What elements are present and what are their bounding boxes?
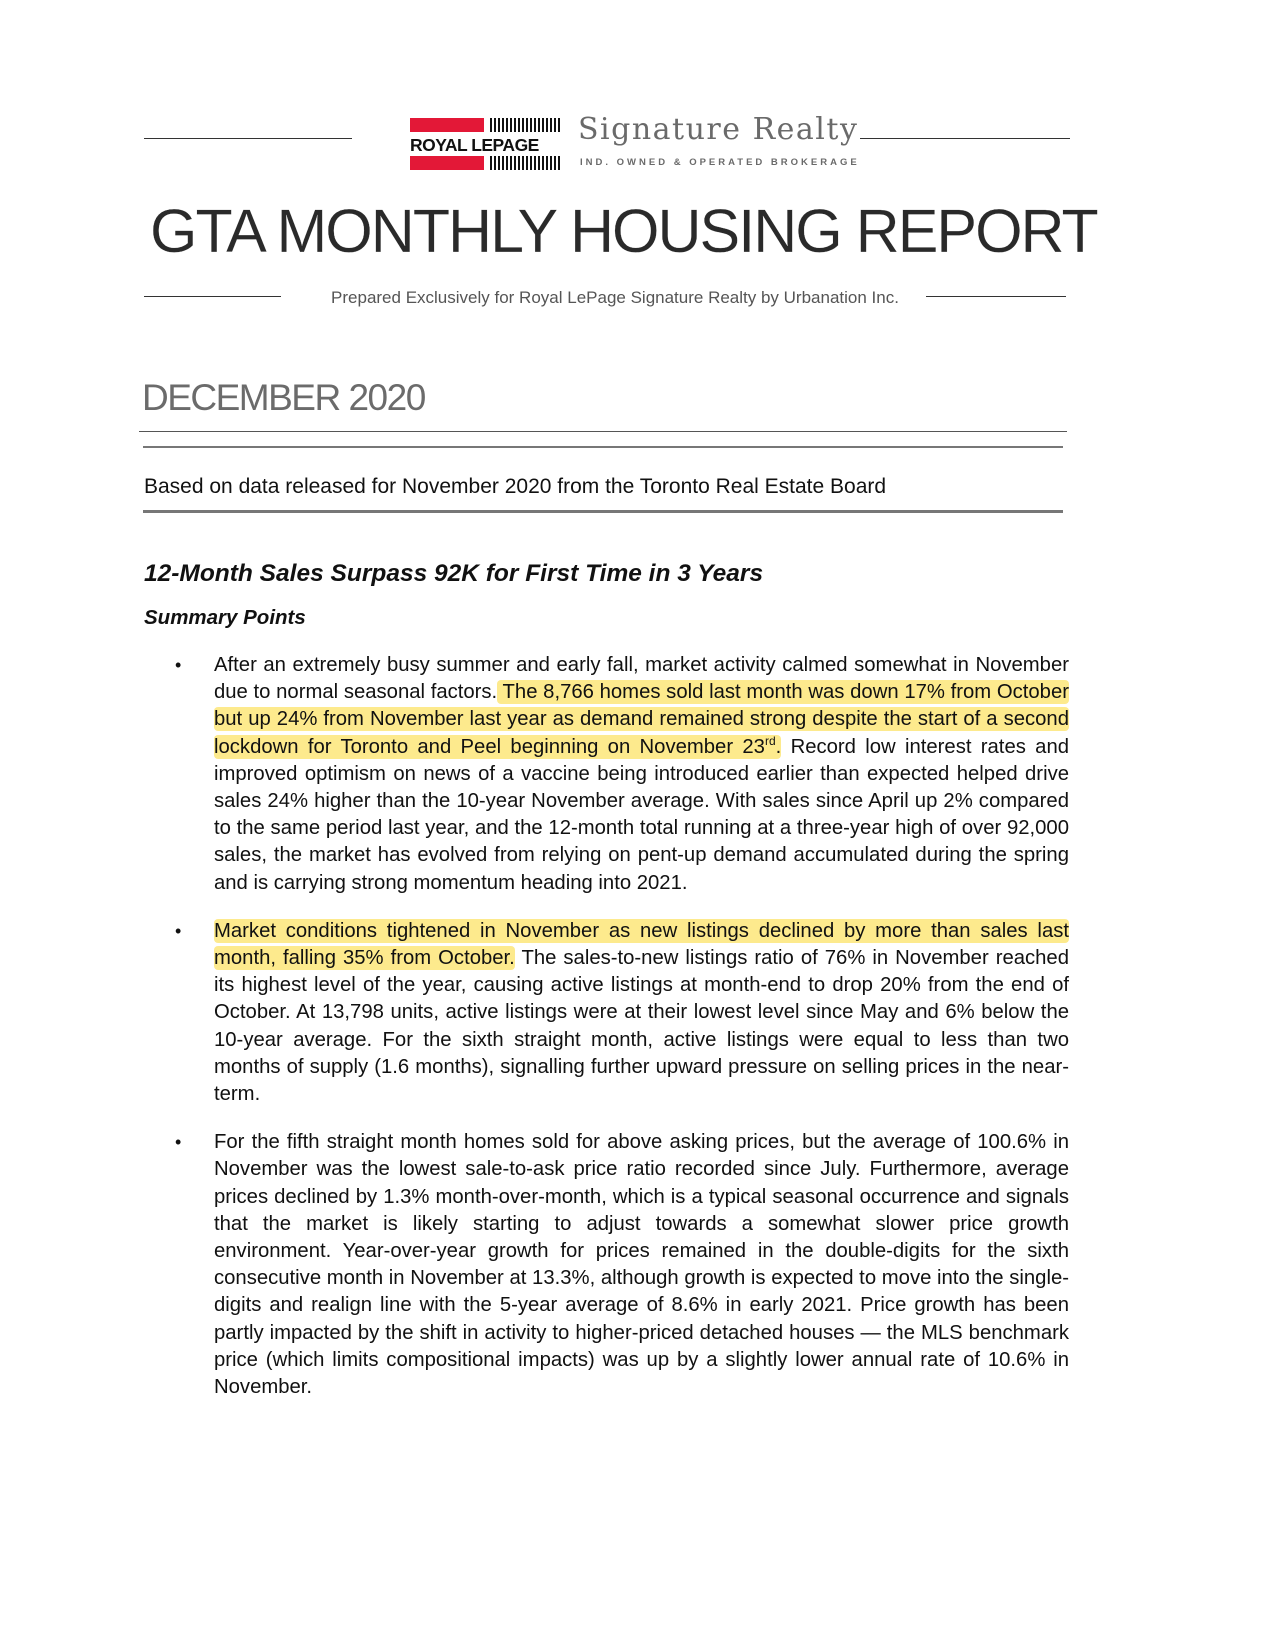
prepared-rule-left [144,296,281,297]
header-rule-right [860,138,1070,139]
logo-red-bar-top [410,118,484,132]
bullet-text: For the fifth straight month homes sold for above asking prices, but the average of 100.6% in November was the lowest sale-to-ask price ratio recorded since July. Furthermore, average prices declined by 1.3% month-over-month, which is a typical seasonal occurrence and signals that the market is likely starting to adjust towards a somewhat slower price growth environment. Year-over-year growth for prices remained in the double-digits for the sixth consecutive month in November at 13.3%, although growth is expected to move into the single-digits and realign line with the 5-year average of 8.6% in early 2021. Price growth has been partly impacted by the shift in activity to higher-priced detached houses — the MLS benchmark price (which limits compositional impacts) was up by a slightly lower annual rate of 10.6% in November. [214,1131,1069,1399]
logo-red-bar-bottom [410,156,484,170]
data-source-note: Based on data released for November 2020 from the Toronto Real Estate Board [144,475,887,498]
prepared-by: Prepared Exclusively for Royal LePage Signature Realty by Urbanation Inc. [331,288,899,307]
brand-tagline: IND. OWNED & OPERATED BROKERAGE [580,157,860,168]
report-date: DECEMBER 2020 [142,377,425,418]
brand-logo [410,112,870,176]
date-rule-thin [139,431,1067,432]
highlighted-text: The 8,766 homes sold last month was down 17% from October but up 24% from November last year as demand remained strong despite the start of a second lockdown for Toronto and Peel beginning on November 23rd. [214,681,1069,758]
summary-heading: Summary Points [144,606,306,629]
summary-point-3 [175,1129,1069,1401]
highlighted-text: Market conditions tightened in November as new listings declined by more than sales last month, falling 35% from October. [214,919,1069,970]
bullet-text: Record low interest rates and improved optimism on news of a vaccine being introduced earlier than expected helped drive sales 24% higher than the 10-year November average. With sales since April up 2% compared to the same period last year, and the 12-month total running at a three-year high of over 92,000 sales, the market has evolved from relying on pent-up demand accumulated during the spring and is carrying strong momentum heading into 2021. [214,735,1069,894]
header-rule-left [144,138,352,139]
royal-lepage-wordmark: ROYAL LEPAGE [410,135,539,155]
bullet-text: The sales-to-new listings ratio of 76% in November reached its highest level of the year, causing active listings at month-end to drop 20% from the end of October. At 13,798 units, active listings were at their lowest level since May and 6% below the 10-year average. For the sixth straight month, active listings were equal to less than two months of supply (1.6 months), signalling further upward pressure on selling prices in the near-term. [214,947,1069,1106]
bullet-icon: • [175,655,182,675]
bullet-text: After an extremely busy summer and early fall, market activity calmed somewhat in November due to normal seasonal factors. [214,654,1069,704]
prepared-rule-right [926,296,1066,297]
bullet-icon: • [175,920,182,941]
report-title: GTA MONTHLY HOUSING REPORT [150,197,1097,265]
summary-point-2 [175,918,1069,1108]
source-rule [143,510,1063,513]
section-headline: 12-Month Sales Surpass 92K for First Time in 3 Years [144,560,764,587]
logo-barcode-bottom [490,156,560,170]
brand-name: Signature Realty [578,112,859,147]
bullet-icon: • [175,1132,182,1153]
logo-barcode-top [490,118,560,132]
summary-point-1 [175,652,1069,897]
summary-list [175,652,1069,1422]
royal-lepage-logo [410,118,560,172]
date-rule-thick [143,446,1063,448]
